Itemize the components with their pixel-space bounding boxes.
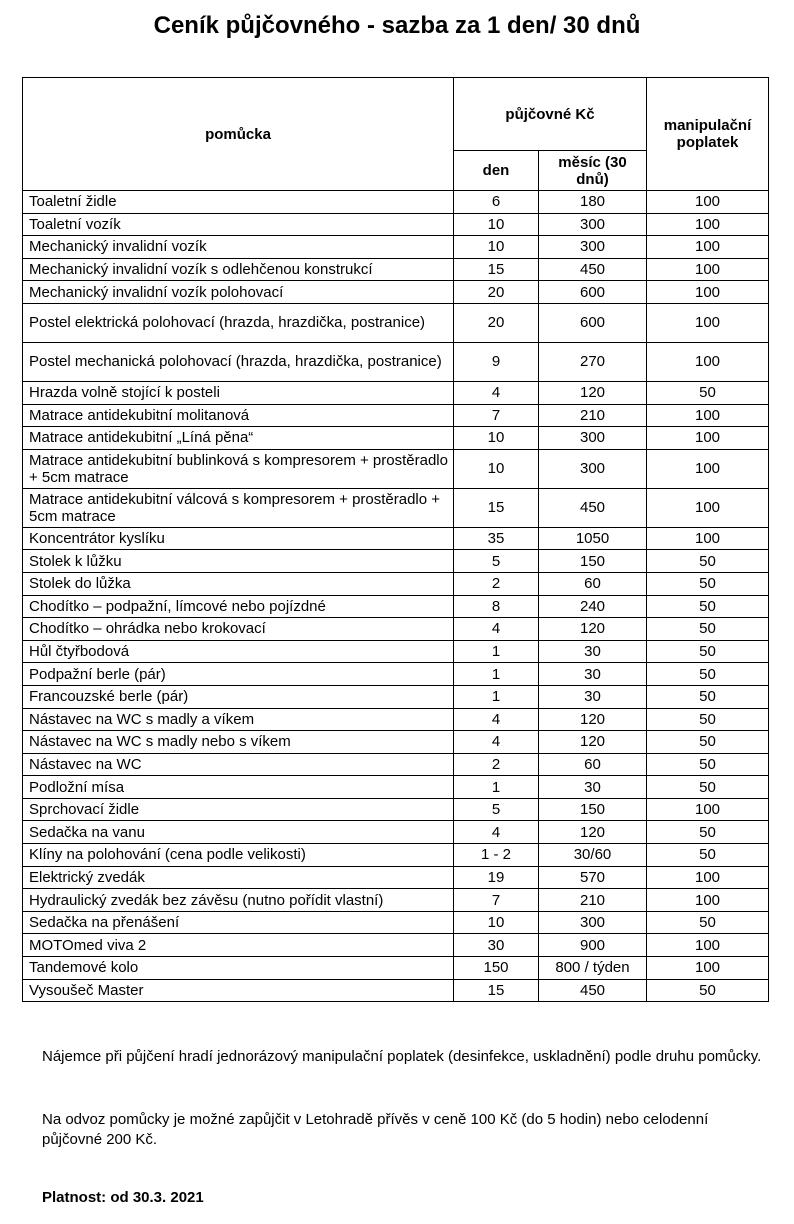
month-price-cell: 120: [539, 731, 647, 754]
day-price-cell: 1 - 2: [454, 844, 539, 867]
day-price-cell: 9: [454, 342, 539, 381]
handling-fee-cell: 50: [647, 685, 769, 708]
month-price-cell: 300: [539, 236, 647, 259]
handling-fee-cell: 100: [647, 957, 769, 980]
item-name-cell: Francouzské berle (pár): [23, 685, 454, 708]
month-price-cell: 30: [539, 776, 647, 799]
item-name-cell: Toaletní židle: [23, 191, 454, 214]
item-name-cell: Hůl čtyřbodová: [23, 640, 454, 663]
item-name-cell: Postel mechanická polohovací (hrazda, hrazdička, postranice): [23, 342, 454, 381]
day-price-cell: 5: [454, 798, 539, 821]
day-price-cell: 35: [454, 527, 539, 550]
handling-fee-cell: 50: [647, 979, 769, 1002]
day-price-cell: 1: [454, 640, 539, 663]
day-price-cell: 19: [454, 866, 539, 889]
day-price-cell: 8: [454, 595, 539, 618]
table-row: [23, 776, 769, 799]
table-row: [23, 191, 769, 214]
item-name-cell: Stolek do lůžka: [23, 572, 454, 595]
handling-fee-cell: 50: [647, 618, 769, 641]
handling-fee-cell: 100: [647, 191, 769, 214]
handling-fee-cell: 100: [647, 281, 769, 304]
day-price-cell: 4: [454, 731, 539, 754]
month-price-cell: 150: [539, 550, 647, 573]
handling-fee-cell: 100: [647, 488, 769, 527]
handling-fee-cell: 50: [647, 844, 769, 867]
handling-fee-cell: 50: [647, 708, 769, 731]
month-price-cell: 210: [539, 404, 647, 427]
handling-fee-cell: 50: [647, 663, 769, 686]
item-name-cell: Vysoušeč Master: [23, 979, 454, 1002]
table-row: [23, 449, 769, 488]
day-price-cell: 30: [454, 934, 539, 957]
month-price-cell: 300: [539, 911, 647, 934]
handling-fee-cell: 100: [647, 213, 769, 236]
month-price-cell: 450: [539, 979, 647, 1002]
table-row: [23, 381, 769, 404]
item-name-cell: Postel elektrická polohovací (hrazda, hrazdička, postranice): [23, 303, 454, 342]
item-name-cell: Sedačka na přenášení: [23, 911, 454, 934]
month-price-cell: 600: [539, 281, 647, 304]
table-row: [23, 911, 769, 934]
day-price-cell: 20: [454, 281, 539, 304]
table-row: [23, 595, 769, 618]
table-row: [23, 281, 769, 304]
handling-fee-cell: 50: [647, 640, 769, 663]
trailer-note: Na odvoz pomůcky je možné zapůjčit v Letohradě přívěs v ceně 100 Kč (do 5 hodin) nebo celodenní půjčovné 200 Kč.: [42, 1111, 709, 1148]
price-table: [22, 77, 769, 1002]
month-price-cell: 300: [539, 427, 647, 450]
day-price-cell: 10: [454, 427, 539, 450]
month-price-cell: 300: [539, 213, 647, 236]
item-name-cell: Hrazda volně stojící k posteli: [23, 381, 454, 404]
month-price-cell: 1050: [539, 527, 647, 550]
item-name-cell: Elektrický zvedák: [23, 866, 454, 889]
day-price-cell: 150: [454, 957, 539, 980]
handling-fee-cell: 100: [647, 934, 769, 957]
day-price-cell: 4: [454, 821, 539, 844]
month-price-cell: 120: [539, 618, 647, 641]
day-price-cell: 1: [454, 663, 539, 686]
table-row: [23, 213, 769, 236]
month-price-cell: 30: [539, 640, 647, 663]
month-price-cell: 180: [539, 191, 647, 214]
day-price-cell: 10: [454, 236, 539, 259]
table-row: [23, 572, 769, 595]
handling-fee-cell: 50: [647, 381, 769, 404]
table-row: [23, 934, 769, 957]
header-month: měsíc (30 dnů): [539, 151, 647, 191]
item-name-cell: Toaletní vozík: [23, 213, 454, 236]
item-name-cell: Nástavec na WC s madly nebo s víkem: [23, 731, 454, 754]
month-price-cell: 30: [539, 685, 647, 708]
item-name-cell: Chodítko – ohrádka nebo krokovací: [23, 618, 454, 641]
table-row: [23, 708, 769, 731]
table-row: [23, 640, 769, 663]
item-name-cell: Mechanický invalidní vozík polohovací: [23, 281, 454, 304]
table-row: [23, 979, 769, 1002]
day-price-cell: 2: [454, 753, 539, 776]
item-name-cell: Sprchovací židle: [23, 798, 454, 821]
item-name-cell: MOTOmed viva 2: [23, 934, 454, 957]
item-name-cell: Klíny na polohování (cena podle velikosti): [23, 844, 454, 867]
handling-fee-cell: 100: [647, 258, 769, 281]
day-price-cell: 4: [454, 708, 539, 731]
table-row: [23, 957, 769, 980]
month-price-cell: 300: [539, 449, 647, 488]
day-price-cell: 4: [454, 618, 539, 641]
table-row: [23, 618, 769, 641]
table-row: [23, 731, 769, 754]
handling-fee-cell: 100: [647, 866, 769, 889]
handling-fee-cell: 100: [647, 303, 769, 342]
header-handling-fee: manipulační poplatek: [647, 78, 769, 191]
month-price-cell: 450: [539, 488, 647, 527]
item-name-cell: Matrace antidekubitní válcová s kompresorem + prostěradlo + 5cm matrace: [23, 488, 454, 527]
item-name-cell: Stolek k lůžku: [23, 550, 454, 573]
header-day: den: [454, 151, 539, 191]
day-price-cell: 15: [454, 258, 539, 281]
handling-fee-note: Nájemce při půjčení hradí jednorázový manipulační poplatek (desinfekce, uskladnění) podle druhu pomůcky.: [42, 1048, 762, 1065]
table-row: [23, 753, 769, 776]
handling-fee-cell: 50: [647, 776, 769, 799]
month-price-cell: 60: [539, 572, 647, 595]
month-price-cell: 30/60: [539, 844, 647, 867]
day-price-cell: 2: [454, 572, 539, 595]
month-price-cell: 900: [539, 934, 647, 957]
table-row: [23, 550, 769, 573]
day-price-cell: 15: [454, 488, 539, 527]
month-price-cell: 570: [539, 866, 647, 889]
month-price-cell: 600: [539, 303, 647, 342]
day-price-cell: 10: [454, 213, 539, 236]
table-row: [23, 844, 769, 867]
month-price-cell: 210: [539, 889, 647, 912]
month-price-cell: 240: [539, 595, 647, 618]
table-row: [23, 527, 769, 550]
handling-fee-cell: 100: [647, 527, 769, 550]
table-row: [23, 798, 769, 821]
item-name-cell: Matrace antidekubitní „Líná pěna“: [23, 427, 454, 450]
handling-fee-cell: 50: [647, 550, 769, 573]
item-name-cell: Hydraulický zvedák bez závěsu (nutno pořídit vlastní): [23, 889, 454, 912]
item-name-cell: Tandemové kolo: [23, 957, 454, 980]
item-name-cell: Nástavec na WC: [23, 753, 454, 776]
handling-fee-cell: 100: [647, 798, 769, 821]
day-price-cell: 1: [454, 776, 539, 799]
day-price-cell: 1: [454, 685, 539, 708]
month-price-cell: 120: [539, 381, 647, 404]
table-row: [23, 866, 769, 889]
month-price-cell: 30: [539, 663, 647, 686]
handling-fee-cell: 100: [647, 889, 769, 912]
item-name-cell: Podložní mísa: [23, 776, 454, 799]
handling-fee-cell: 50: [647, 821, 769, 844]
item-name-cell: Nástavec na WC s madly a víkem: [23, 708, 454, 731]
day-price-cell: 20: [454, 303, 539, 342]
day-price-cell: 7: [454, 404, 539, 427]
item-name-cell: Koncentrátor kyslíku: [23, 527, 454, 550]
month-price-cell: 800 / týden: [539, 957, 647, 980]
month-price-cell: 150: [539, 798, 647, 821]
handling-fee-cell: 50: [647, 731, 769, 754]
table-row: [23, 821, 769, 844]
day-price-cell: 7: [454, 889, 539, 912]
handling-fee-cell: 50: [647, 595, 769, 618]
page-title: Ceník půjčovného - sazba za 1 den/ 30 dnů: [153, 12, 641, 39]
day-price-cell: 15: [454, 979, 539, 1002]
table-row: [23, 404, 769, 427]
table-row: [23, 663, 769, 686]
handling-fee-cell: 100: [647, 404, 769, 427]
day-price-cell: 5: [454, 550, 539, 573]
month-price-cell: 270: [539, 342, 647, 381]
day-price-cell: 4: [454, 381, 539, 404]
item-name-cell: Podpažní berle (pár): [23, 663, 454, 686]
header-item: pomůcka: [23, 78, 454, 191]
day-price-cell: 6: [454, 191, 539, 214]
month-price-cell: 120: [539, 821, 647, 844]
day-price-cell: 10: [454, 911, 539, 934]
handling-fee-cell: 50: [647, 572, 769, 595]
item-name-cell: Mechanický invalidní vozík: [23, 236, 454, 259]
month-price-cell: 120: [539, 708, 647, 731]
item-name-cell: Mechanický invalidní vozík s odlehčenou konstrukcí: [23, 258, 454, 281]
table-row: [23, 258, 769, 281]
item-name-cell: Matrace antidekubitní molitanová: [23, 404, 454, 427]
table-row: [23, 488, 769, 527]
handling-fee-cell: 100: [647, 427, 769, 450]
table-row: [23, 889, 769, 912]
table-row: [23, 303, 769, 342]
month-price-cell: 60: [539, 753, 647, 776]
day-price-cell: 10: [454, 449, 539, 488]
month-price-cell: 450: [539, 258, 647, 281]
handling-fee-cell: 50: [647, 911, 769, 934]
item-name-cell: Matrace antidekubitní bublinková s kompresorem + prostěradlo + 5cm matrace: [23, 449, 454, 488]
table-row: [23, 236, 769, 259]
table-row: [23, 427, 769, 450]
validity-date: Platnost: od 30.3. 2021: [42, 1189, 204, 1206]
header-rental: půjčovné Kč: [454, 78, 647, 151]
table-row: [23, 342, 769, 381]
handling-fee-cell: 100: [647, 449, 769, 488]
handling-fee-cell: 100: [647, 236, 769, 259]
table-row: [23, 685, 769, 708]
item-name-cell: Sedačka na vanu: [23, 821, 454, 844]
handling-fee-cell: 50: [647, 753, 769, 776]
handling-fee-cell: 100: [647, 342, 769, 381]
item-name-cell: Chodítko – podpažní, límcové nebo pojízdné: [23, 595, 454, 618]
